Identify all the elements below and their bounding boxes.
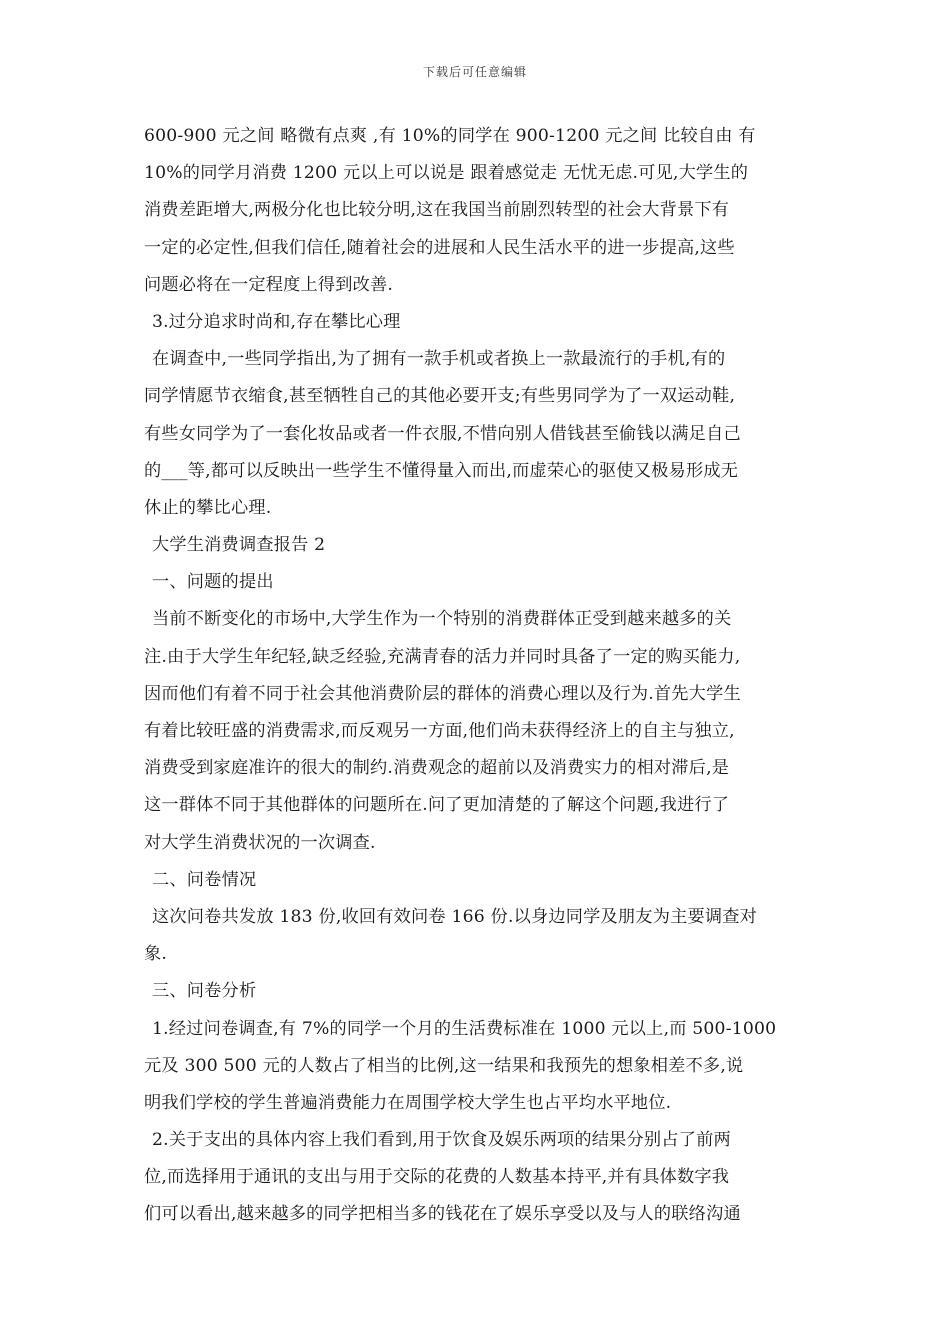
text-line: 的___等,都可以反映出一些学生不懂得量入而出,而虚荣心的驱使又极易形成无	[144, 460, 739, 481]
text-line: 2.关于支出的具体内容上我们看到,用于饮食及娱乐两项的结果分别占了前两	[152, 1130, 731, 1151]
text-line: 消费受到家庭准许的很大的制约.消费观念的超前以及消费实力的相对滞后,是	[144, 758, 730, 779]
text-line: 因而他们有着不同于社会其他消费阶层的群体的消费心理以及行为.首先大学生	[144, 683, 741, 704]
text-line: 在调查中,一些同学指出,为了拥有一款手机或者换上一款最流行的手机,有的	[152, 349, 726, 370]
text-line: 注.由于大学生年纪轻,缺乏经验,充满青春的活力并同时具备了一定的购买能力,	[144, 646, 741, 667]
text-line: 二、问卷情况	[152, 869, 257, 890]
text-line: 休止的攀比心理.	[144, 497, 272, 518]
text-line: 象.	[144, 944, 168, 965]
document-body	[144, 118, 814, 1234]
text-line: 消费差距增大,两极分化也比较分明,这在我国当前剧烈转型的社会大背景下有	[144, 200, 730, 221]
text-line: 们可以看出,越来越多的同学把相当多的钱花在了娱乐享受以及与人的联络沟通	[144, 1204, 741, 1225]
text-line: 对大学生消费状况的一次调查.	[144, 832, 376, 853]
text-line: 大学生消费调查报告 2	[152, 535, 326, 556]
page-header: 下载后可任意编辑	[422, 65, 527, 79]
text-line: 同学情愿节衣缩食,甚至牺牲自己的其他必要开支;有些男同学为了一双运动鞋,	[144, 386, 736, 407]
text-line: 1.经过问卷调查,有 7%的同学一个月的生活费标准在 1000 元以上,而 500-1000	[152, 1018, 777, 1039]
text-line: 一定的必定性,但我们信任,随着社会的进展和人民生活水平的进一步提高,这些	[144, 237, 735, 258]
text-line: 有着比较旺盛的消费需求,而反观另一方面,他们尚未获得经济上的自主与独立,	[144, 721, 735, 741]
text-line: 位,而选择用于通讯的支出与用于交际的花费的人数基本持平,并有具体数字我	[144, 1167, 730, 1188]
text-line: 一、问题的提出	[152, 572, 274, 593]
text-line: 三、问卷分析	[152, 981, 257, 1002]
text-line: 元及 300 500 元的人数占了相当的比例,这一结果和我预先的想象相差不多,说	[144, 1055, 744, 1076]
text-line: 这次问卷共发放 183 份,收回有效问卷 166 份.以身边同学及朋友为主要调查对	[152, 906, 758, 927]
text-line: 这一群体不同于其他群体的问题所在.问了更加清楚的了解这个问题,我进行了	[144, 795, 730, 816]
text-line: 有些女同学为了一套化妆品或者一件衣服,不惜向别人借钱甚至偷钱以满足自己	[144, 423, 741, 444]
text-line: 问题必将在一定程度上得到改善.	[144, 274, 394, 295]
text-line: 明我们学校的学生普遍消费能力在周围学校大学生也占平均水平地位.	[144, 1092, 672, 1113]
text-line: 3.过分追求时尚和,存在攀比心理	[152, 311, 401, 332]
text-line: 600-900 元之间 略微有点爽 ,有 10%的同学在 900-1200 元之间 比较自由 有	[144, 126, 756, 146]
text-line: 当前不断变化的市场中,大学生作为一个特别的消费群体正受到越来越多的关	[152, 609, 732, 630]
text-line: 10%的同学月消费 1200 元以上可以说是 跟着感觉走 无忧无虑.可见,大学生的	[144, 163, 749, 184]
